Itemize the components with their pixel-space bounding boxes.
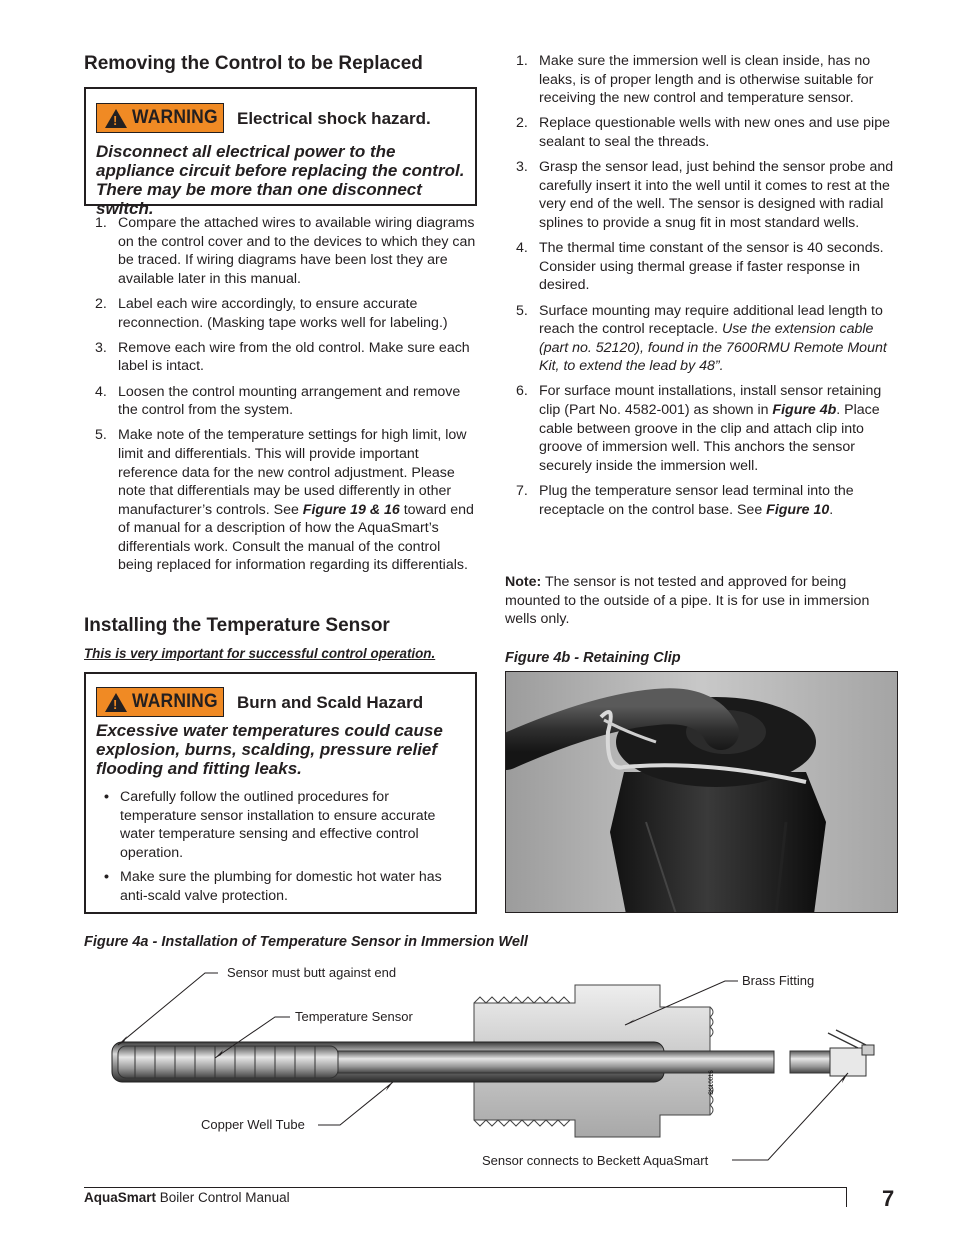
step-number: 7. [516, 483, 528, 500]
figure-4a-diagram [0, 955, 954, 1175]
step-text: Grasp the sensor lead, just behind the sensor probe and carefully insert it into the well until it comes to rest at the very end of the well. The sensor is designed with radial splines to provide a snug fit in most standard wells. [539, 159, 894, 231]
list-item [505, 302, 900, 376]
list-item [84, 426, 477, 575]
warning-heading: Burn and Scald Hazard [237, 693, 424, 712]
footer-manual: Boiler Control Manual [156, 1190, 290, 1205]
step-number: 4. [516, 240, 528, 257]
page-number: 7 [882, 1186, 895, 1211]
sensor-connector-icon [828, 1030, 874, 1076]
sensor-lead [338, 1051, 774, 1073]
step-text: Make sure the immersion well is clean inside, has no leaks, is of proper length and is otherwise suitable for receiving the new control and temperature sensor. [539, 53, 874, 107]
diagram-code: SK10016 [709, 1070, 715, 1095]
burn-bullets-list [96, 788, 466, 912]
label-butt: Sensor must butt against end [227, 965, 397, 980]
important-note: This is very important for successful control operation. [84, 646, 436, 661]
warning-body: Disconnect all electrical power to the appliance circuit before replacing the control. There may be more than one disconnect switch. [96, 142, 465, 218]
removal-steps-list [84, 214, 477, 582]
step-number: 4. [95, 383, 107, 400]
warning-badge-label: WARNING [132, 107, 218, 128]
figure-reference: Figure 4b [772, 402, 837, 419]
list-item [505, 382, 900, 475]
sensor-steps-list [505, 52, 900, 526]
step-number: 3. [516, 159, 528, 176]
figure-reference: Figure 10 [766, 501, 830, 518]
leader-butt [118, 973, 218, 1045]
step-text: Compare the attached wires to available wiring diagrams on the control cover and to the devices to which they can be traced. If wiring diagrams have been lost they are available later in this manual. [118, 215, 476, 287]
step-text: toward end of manual for a description of how the AquaSmart’s differentials work. Consult the manual of the control being replaced for information regarding its differentials. [118, 501, 474, 574]
bullet-item: • Make sure the plumbing for domestic hot water has anti-scald valve protection. [96, 868, 466, 905]
leader-connects [732, 1073, 848, 1160]
step-text: Remove each wire from the old control. Make sure each label is intact. [118, 339, 470, 375]
list-item [505, 239, 900, 295]
step-number: 3. [95, 339, 107, 356]
label-sensor-connects: Sensor connects to Beckett AquaSmart [482, 1153, 709, 1168]
list-item [84, 383, 477, 420]
label-temperature-sensor: Temperature Sensor [295, 1009, 413, 1024]
step-text: For surface mount installations, install sensor retaining clip (Part No. 4582-001) as shown in [539, 383, 882, 419]
list-item [84, 339, 477, 376]
warning-badge [96, 103, 224, 133]
step-text: Make note of the temperature settings for high limit, low limit and differentials. This will provide important reference data for the new control adjustment. Please note that differentials may be used differently in other manufacturer’s controls. See [118, 427, 467, 518]
figure-4a-caption: Figure 4a - Installation of Temperature Sensor in Immersion Well [84, 934, 528, 950]
step-text: . Place cable between groove in the clip and attach clip into groove of immersion well. This anchors the sensor securely inside the immersion well. [539, 402, 880, 474]
step-text: The thermal time constant of the sensor is 40 seconds. Consider using thermal grease if faster response in desired. [539, 240, 884, 294]
label-copper-well-tube: Copper Well Tube [201, 1117, 305, 1132]
figure-reference: Figure 19 & 16 [302, 501, 400, 518]
warning-badge-label: WARNING [132, 691, 218, 712]
step-text-italic: Use the extension cable (part no. 52120), found in the 7600RMU Remote Mount Kit, to extend the lead by 48”. [539, 321, 887, 375]
section-title-installing: Installing the Temperature Sensor [84, 615, 390, 636]
step-text: . [829, 501, 834, 518]
note-label: Note: [505, 574, 542, 590]
step-number: 5. [516, 302, 528, 319]
warning-box-burn [84, 672, 477, 914]
warning-triangle-icon: ! [105, 109, 127, 128]
figure-4b-photo [505, 671, 898, 913]
section-title-removing: Removing the Control to be Replaced [84, 53, 423, 74]
bullet-item: • Carefully follow the outlined procedures for temperature sensor installation to ensure accurate water temperature sensing and effective control operation. [96, 788, 466, 862]
warning-badge [96, 687, 224, 717]
sensor-note [505, 573, 900, 629]
list-item [505, 482, 900, 519]
step-text: Loosen the control mounting arrangement and remove the control from the system. [118, 383, 461, 419]
list-item [505, 158, 900, 232]
footer-title [84, 1190, 290, 1205]
temperature-sensor-probe [118, 1046, 338, 1078]
footer-divider [846, 1187, 847, 1207]
step-number: 6. [516, 383, 528, 400]
step-number: 2. [516, 115, 528, 132]
step-number: 2. [95, 295, 107, 312]
step-text: Replace questionable wells with new ones and use pipe sealant to seal the threads. [539, 115, 890, 150]
list-item [505, 52, 900, 108]
footer-rule [84, 1187, 846, 1188]
step-number: 1. [95, 215, 107, 231]
leader-copper [318, 1082, 393, 1125]
warning-body: Excessive water temperatures could cause explosion, burns, scalding, pressure relief flooding and fitting leaks. [96, 721, 443, 778]
step-text: Surface mounting may require additional lead length to reach the control receptacle. [539, 302, 883, 338]
step-number: 1. [516, 53, 528, 69]
sensor-lead-end [790, 1051, 830, 1073]
warning-box-electrical [84, 87, 477, 218]
retaining-clip-photo [506, 672, 898, 913]
footer-brand: AquaSmart [84, 1190, 157, 1205]
list-item [84, 295, 477, 332]
list-item [84, 214, 477, 288]
label-brass-fitting: Brass Fitting [742, 973, 815, 988]
warning-triangle-icon: ! [105, 693, 127, 712]
note-text: The sensor is not tested and approved for being mounted to the outside of a pipe. It is for use in immersion wells only. [505, 574, 870, 628]
step-text: Plug the temperature sensor lead terminal into the receptacle on the control base. See [539, 483, 854, 518]
warning-heading: Electrical shock hazard. [237, 109, 431, 128]
step-text: Label each wire accordingly, to ensure accurate reconnection. (Masking tape works well for labeling.) [118, 295, 448, 331]
step-number: 5. [95, 427, 107, 444]
list-item [505, 114, 900, 151]
figure-4b-caption: Figure 4b - Retaining Clip [505, 650, 681, 666]
